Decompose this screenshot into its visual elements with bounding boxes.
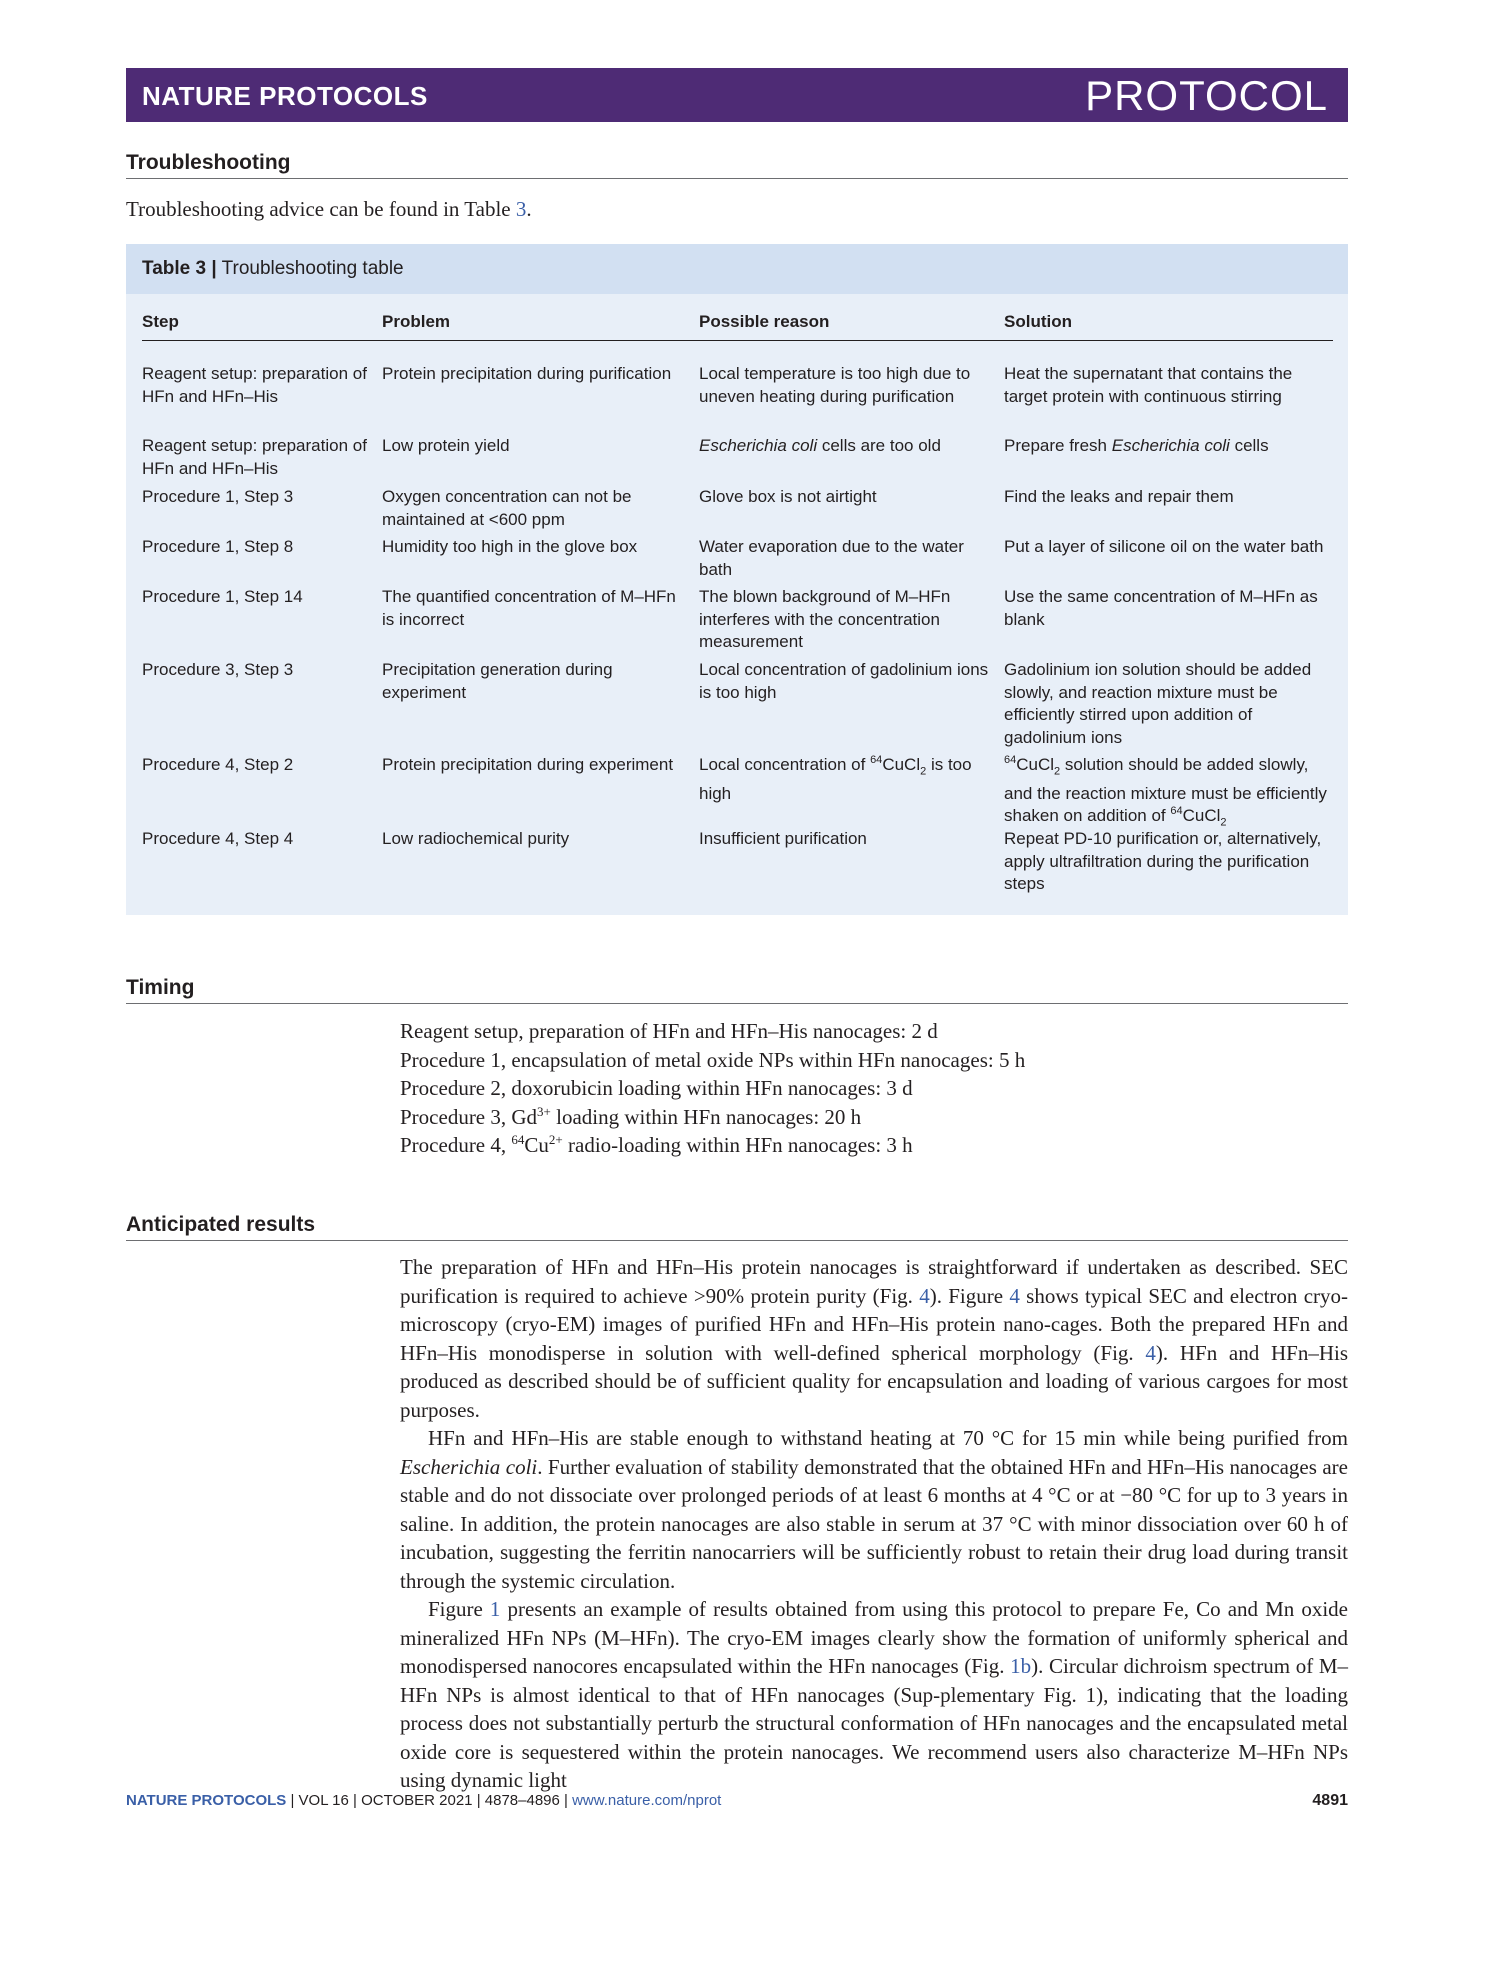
results-paragraph-1: The preparation of HFn and HFn–His protein nanocages is straightforward if undertaken as described. SEC purification is required to achieve >90% protein purity (Fig. 4). Figure 4 shows typical SEC and electron cryo-microscopy (cryo-EM) images of purified HFn and HFn–His protein nano-cages. Both the prepared HFn and HFn–His monodisperse in solution with well-defined spherical morphology (Fig. 4). HFn and HFn–His produced as described should be of sufficient quality for encapsulation and loading of various cargoes for most purposes. [400,1255,1348,1422]
anticipated-results-heading: Anticipated results [126,1213,1348,1241]
solution-cell: Prepare fresh Escherichia coli cells [1004,436,1269,455]
timing-item: Procedure 1, encapsulation of metal oxide NPs within HFn nanocages: 5 h [400,1047,1026,1072]
solution-cell: Heat the supernatant that contains the target protein with continuous stirring [1004,364,1293,406]
problem-cell: Low protein yield [382,436,510,455]
problem-cell: Protein precipitation during purification [382,364,672,383]
figure-4-link[interactable]: 4 [1009,1283,1020,1308]
reason-cell: Local temperature is too high due to uneven heating during purification [699,364,971,406]
footer-volume: VOL 16 [298,1792,349,1809]
column-header-solution: Solution [1004,312,1072,331]
footer-date: OCTOBER 2021 [361,1792,473,1809]
step-cell: Procedure 1, Step 14 [142,587,303,606]
solution-cell: Use the same concentration of M–HFn as blank [1004,587,1318,629]
footer-journal: NATURE PROTOCOLS [126,1792,287,1809]
footer-url-link[interactable]: www.nature.com/nprot [572,1792,722,1809]
step-cell: Procedure 4, Step 2 [142,755,294,774]
results-paragraph-2: HFn and HFn–His are stable enough to withstand heating at 70 °C for 15 min while being purified from Escherichia coli. Further evaluation of stability demonstrated that the obtained HFn and HFn–His nanocages are stable and do not dissociate over prolonged periods of at least 6 months at 4 °C or at −80 °C for up to 3 years in saline. In addition, the protein nanocages are also stable in serum at 37 °C with minor dissociation over 60 h of incubation, suggesting the ferritin nanocarriers will be sufficiently robust to retain their drug load during transit through the systemic circulation. [400,1426,1348,1593]
problem-cell: Humidity too high in the glove box [382,537,638,556]
reason-cell: Glove box is not airtight [699,487,877,506]
anticipated-results-body [400,1253,1348,1795]
timing-list [400,1017,1300,1160]
column-header-step: Step [142,312,179,331]
problem-cell: Low radiochemical purity [382,829,570,848]
solution-cell: $^{64}$CuCl$_2$ solution should be added slowly, and the reaction mixture must be efficiently shaken on addition of $^{64}$CuCl$_2$ [1004,754,1327,829]
timing-item: Procedure 2, doxorubicin loading within HFn nanocages: 3 d [400,1076,913,1100]
timing-item: Reagent setup, preparation of HFn and HFn–His nanocages: 2 d [400,1019,938,1043]
figure-4-link[interactable]: 4 [919,1283,930,1308]
solution-cell: Gadolinium ion solution should be added slowly, and reaction mixture must be efficiently stirred upon addition of gadolinium ions [1004,660,1312,747]
problem-cell: Oxygen concentration can not be maintained at <600 ppm [382,487,632,529]
problem-cell: Protein precipitation during experiment [382,755,674,774]
reason-cell: Insufficient purification [699,829,867,848]
solution-cell: Repeat PD-10 purification or, alternatively, apply ultrafiltration during the purification steps [1004,829,1322,893]
table-header-row [142,306,1333,341]
timing-heading: Timing [126,976,1348,1004]
step-cell: Procedure 4, Step 4 [142,829,294,848]
figure-1-link[interactable]: 1 [489,1597,501,1621]
troubleshooting-heading: Troubleshooting [126,151,1348,179]
reason-cell: Local concentration of gadolinium ions is too high [699,660,989,702]
figure-4-link[interactable]: 4 [1145,1340,1156,1365]
page-footer: NATURE PROTOCOLS | VOL 16 | OCTOBER 2021 | 4878–4896 | www.nature.com/nprot 4891 [126,1792,1348,1809]
column-header-problem: Problem [382,312,451,331]
troubleshooting-table [126,244,1348,915]
table-3-link[interactable]: 3 [515,197,527,221]
solution-cell: Put a layer of silicone oil on the water bath [1004,537,1324,556]
column-header-reason: Possible reason [699,312,830,331]
step-cell: Reagent setup: preparation of HFn and HFn–His [142,436,367,478]
reason-cell: The blown background of M–HFn interferes with the concentration measurement [699,587,951,651]
step-cell: Procedure 1, Step 3 [142,487,294,506]
step-cell: Reagent setup: preparation of HFn and HFn–His [142,364,367,406]
article-type: PROTOCOL [1085,72,1328,119]
journal-header-band [126,68,1348,122]
solution-cell: Find the leaks and repair them [1004,487,1234,506]
table-caption: Table 3 | Troubleshooting table [126,244,1348,294]
figure-1b-link[interactable]: 1b [1010,1654,1032,1678]
problem-cell: The quantified concentration of M–HFn is incorrect [382,587,676,629]
troubleshooting-intro: Troubleshooting advice can be found in Table 3. [126,197,532,221]
page-number: 4891 [1312,1792,1348,1809]
reason-cell: Local concentration of $^{64}$CuCl$_2$ is too high [699,754,972,803]
journal-name: NATURE PROTOCOLS [142,81,428,111]
reason-cell: Water evaporation due to the water bath [699,537,964,579]
step-cell: Procedure 1, Step 8 [142,537,294,556]
results-paragraph-3: Figure 1 presents an example of results obtained from using this protocol to prepare Fe, Co and Mn oxide mineralized HFn NPs (M–HFn). The cryo-EM images clearly show the formation of uniformly spherical and monodispersed nanocores encapsulated within the HFn nanocages (Fig. 1b). Circular dichroism spectrum of M–HFn NPs is almost identical to that of HFn nanocages (Sup-plementary Fig. 1), indicating that the loading process does not substantially perturb the structural conformation of HFn nanocages and the encapsulated metal oxide core is sequestered within the protein nanocages. We recommend users also characterize M–HFn NPs using dynamic light [400,1597,1349,1792]
reason-cell: Escherichia coli cells are too old [699,436,941,455]
footer-pages: 4878–4896 [484,1792,560,1809]
timing-item: Procedure 4, $^{64}Cu^{2+}$ radio-loading within HFn nanocages: 3 h [400,1132,913,1157]
problem-cell: Precipitation generation during experiment [382,660,613,702]
step-cell: Procedure 3, Step 3 [142,660,294,679]
timing-item: Procedure 3, $Gd^{3+}$ loading within HFn nanocages: 20 h [400,1103,862,1129]
